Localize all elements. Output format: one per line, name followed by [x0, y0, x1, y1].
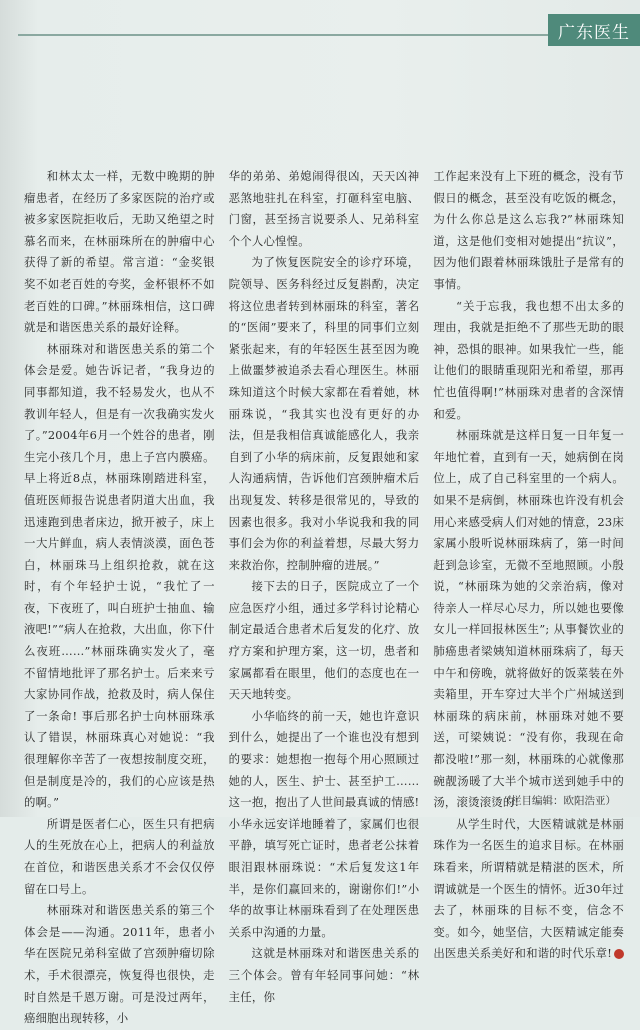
- paragraph: 和林太太一样，无数中晚期的肿瘤患者，在经历了多家医院的治疗或被多家医院拒收后，无助又绝望之时慕名而来，在林丽珠所在的肿瘤中心获得了新的希望。常言道：“金奖银奖不如老百姓的夸奖，金杯银杯不如老百姓的口碑。”林丽珠相信，这口碑就是和谐医患关系的最好诠释。: [24, 169, 215, 335]
- section-label: 广东医生: [548, 14, 640, 46]
- paragraph: 华的弟弟、弟媳闹得很凶，天天凶神恶煞地驻扎在科室，打砸科室电脑、门窗，甚至扬言说要杀人、兄弟科室个个人心惶惶。: [228, 169, 420, 248]
- paragraph: 为了恢复医院安全的诊疗环境，院领导、医务科经过反复斟酌，决定将这位患者转到林丽珠的科室，著名的“医闹”要来了，科里的同事们立刻紧张起来，有的年轻医生甚至因为晚上做噩梦被追杀去看心理医生。林丽珠知道这个时候大家都在看着她，林丽珠说，“我其实也没有更好的办法，但是我相信真诚能感化人，我亲自到了小华的病床前，反复跟她和家人沟通病情，告诉他们宫颈肿瘤术后出现复发、转移是很常见的，导致的因素也很多。我对小华说我和我的同事们会为你的利益着想，尽最大努力来救治你，控制肿瘤的进展。”: [228, 255, 420, 572]
- column-editor-credit: （栏目编辑：欧阳浩亚）: [500, 795, 616, 807]
- article-column-2: [228, 166, 420, 1004]
- paragraph: 接下去的日子，医院成立了一个应急医疗小组，通过多学科讨论精心制定最适合患者术后复发的化疗、放疗方案和护理方案，这一切，患者和家属都看在眼里，他们的态度也在一天天地转变。: [228, 579, 420, 702]
- paragraph: 从学生时代，大医精诚就是林丽珠作为一名医生的追求目标。在林丽珠看来，所谓精就是精湛的医术，所谓诚就是一个医生的情怀。近30年过去了，林丽珠的目标不变，信念不变。如今，她坚信，大医精诚定能奏出医患关系美好和和谐的时代乐章!: [433, 816, 625, 961]
- paragraph: 工作起来没有上下班的概念，没有节假日的概念，甚至没有吃饭的概念，为什么你总是这么忘我?”林丽珠知道，这是他们变相对她提出“抗议”，因为他们跟着林丽珠饿肚子是常有的事情。: [433, 169, 625, 291]
- article-column-1: [24, 166, 215, 1026]
- paragraph: 林丽珠就是这样日复一日年复一年地忙着，直到有一天，她病倒在岗位上，成了自己科室里的一个病人。如果不是病倒，林丽珠也许没有机会用心来感受病人们对她的情意，23床家属小殷听说林丽珠病了，第一时间赶到急诊室，无微不至地照顾。小殷说，“林丽珠为她的父亲治病，像对待亲人一样尽心尽力，所以她也要像女儿一样回报林医生”; 从事餐饮业的肺癌患者梁姨知道林丽珠病了，每天中午和傍晚，就将做好的饭菜装在外卖箱里，开车穿过大半个广州城送到林丽珠的病床前，林丽珠对她不要送，可梁姨说：“没有你，我现在命都没啦!”那一刻，林丽珠的心就像那碗靓汤暖了大半个城市送到她手中的汤，滚烫滚烫的!: [433, 428, 625, 810]
- paragraph: 所谓是医者仁心，医生只有把病人的生死放在心上，把病人的利益放在首位，和谐医患关系才不会仅仅停留在口号上。: [24, 816, 215, 896]
- paragraph: 林丽珠对和谐医患关系的第三个体会是——沟通。2011年，患者小华在医院兄弟科室做了宫颈肿瘤切除术，手术很漂亮，恢复得也很快，走时自然是千恩万谢。可是没过两年，癌细胞出现转移，小: [24, 903, 215, 1026]
- paragraph: 林丽珠对和谐医患关系的第二个体会是爱。她告诉记者，“我身边的同事都知道，我不轻易发火，也从不教训年轻人，但是有一次我确实发火了。”2004年6月一个姓谷的患者，刚生完小孩几个月，患上子宫内膜癌。早上将近8点，林丽珠刚踏进科室，值班医师报告说患者阴道大出血，我迅速跑到患者床边，掀开被子，床上一大片鲜血，病人表情淡漠，面色苍白，林丽珠马上组织抢救，就在这时，有个年轻护士说，“我忙了一夜，下夜班了，叫白班护士抽血、输液吧!”“病人在抢救，大出血，你下什么夜班……”林丽珠确实发火了，毫不留情地批评了那名护士。后来来亏大家协同作战，抢救及时，病人保住了一条命! 事后那名护士向林丽珠承认了错误，林丽珠真心对她说：“我很理解你辛苦了一夜想按制度交班，但是制度是冷的，我们的心应该是热的啊。”: [24, 341, 215, 810]
- paragraph: 这就是林丽珠对和谐医患关系的三个体会。曾有年轻同事问她：“林主任，你: [228, 946, 420, 1004]
- paragraph: 小华临终的前一天，她也许意识到什么，她提出了一个谁也没有想到的要求：她想抱一抱每个用心照顾过她的人，医生、护士、甚至护工……这一抱，抱出了人世间最真诚的情感! 小华永远安详地睡着了，家属们也很平静，填写死亡证时，患者老公抹着眼泪跟林丽珠说：“术后复发这1年半，是你们赢回来的，谢谢你们!”小华的故事让林丽珠看到了在处理医患关系中沟通的力量。: [228, 708, 420, 939]
- header-rule: [18, 34, 640, 36]
- end-mark-icon: [614, 949, 624, 959]
- paragraph: “关于忘我，我也想不出太多的理由，我就是拒绝不了那些无助的眼神，恐惧的眼神。如果我忙一些，能让他们的眼睛重现阳光和希望，那再忙也值得啊!”林丽珠对患者的含深情和爱。: [433, 298, 625, 421]
